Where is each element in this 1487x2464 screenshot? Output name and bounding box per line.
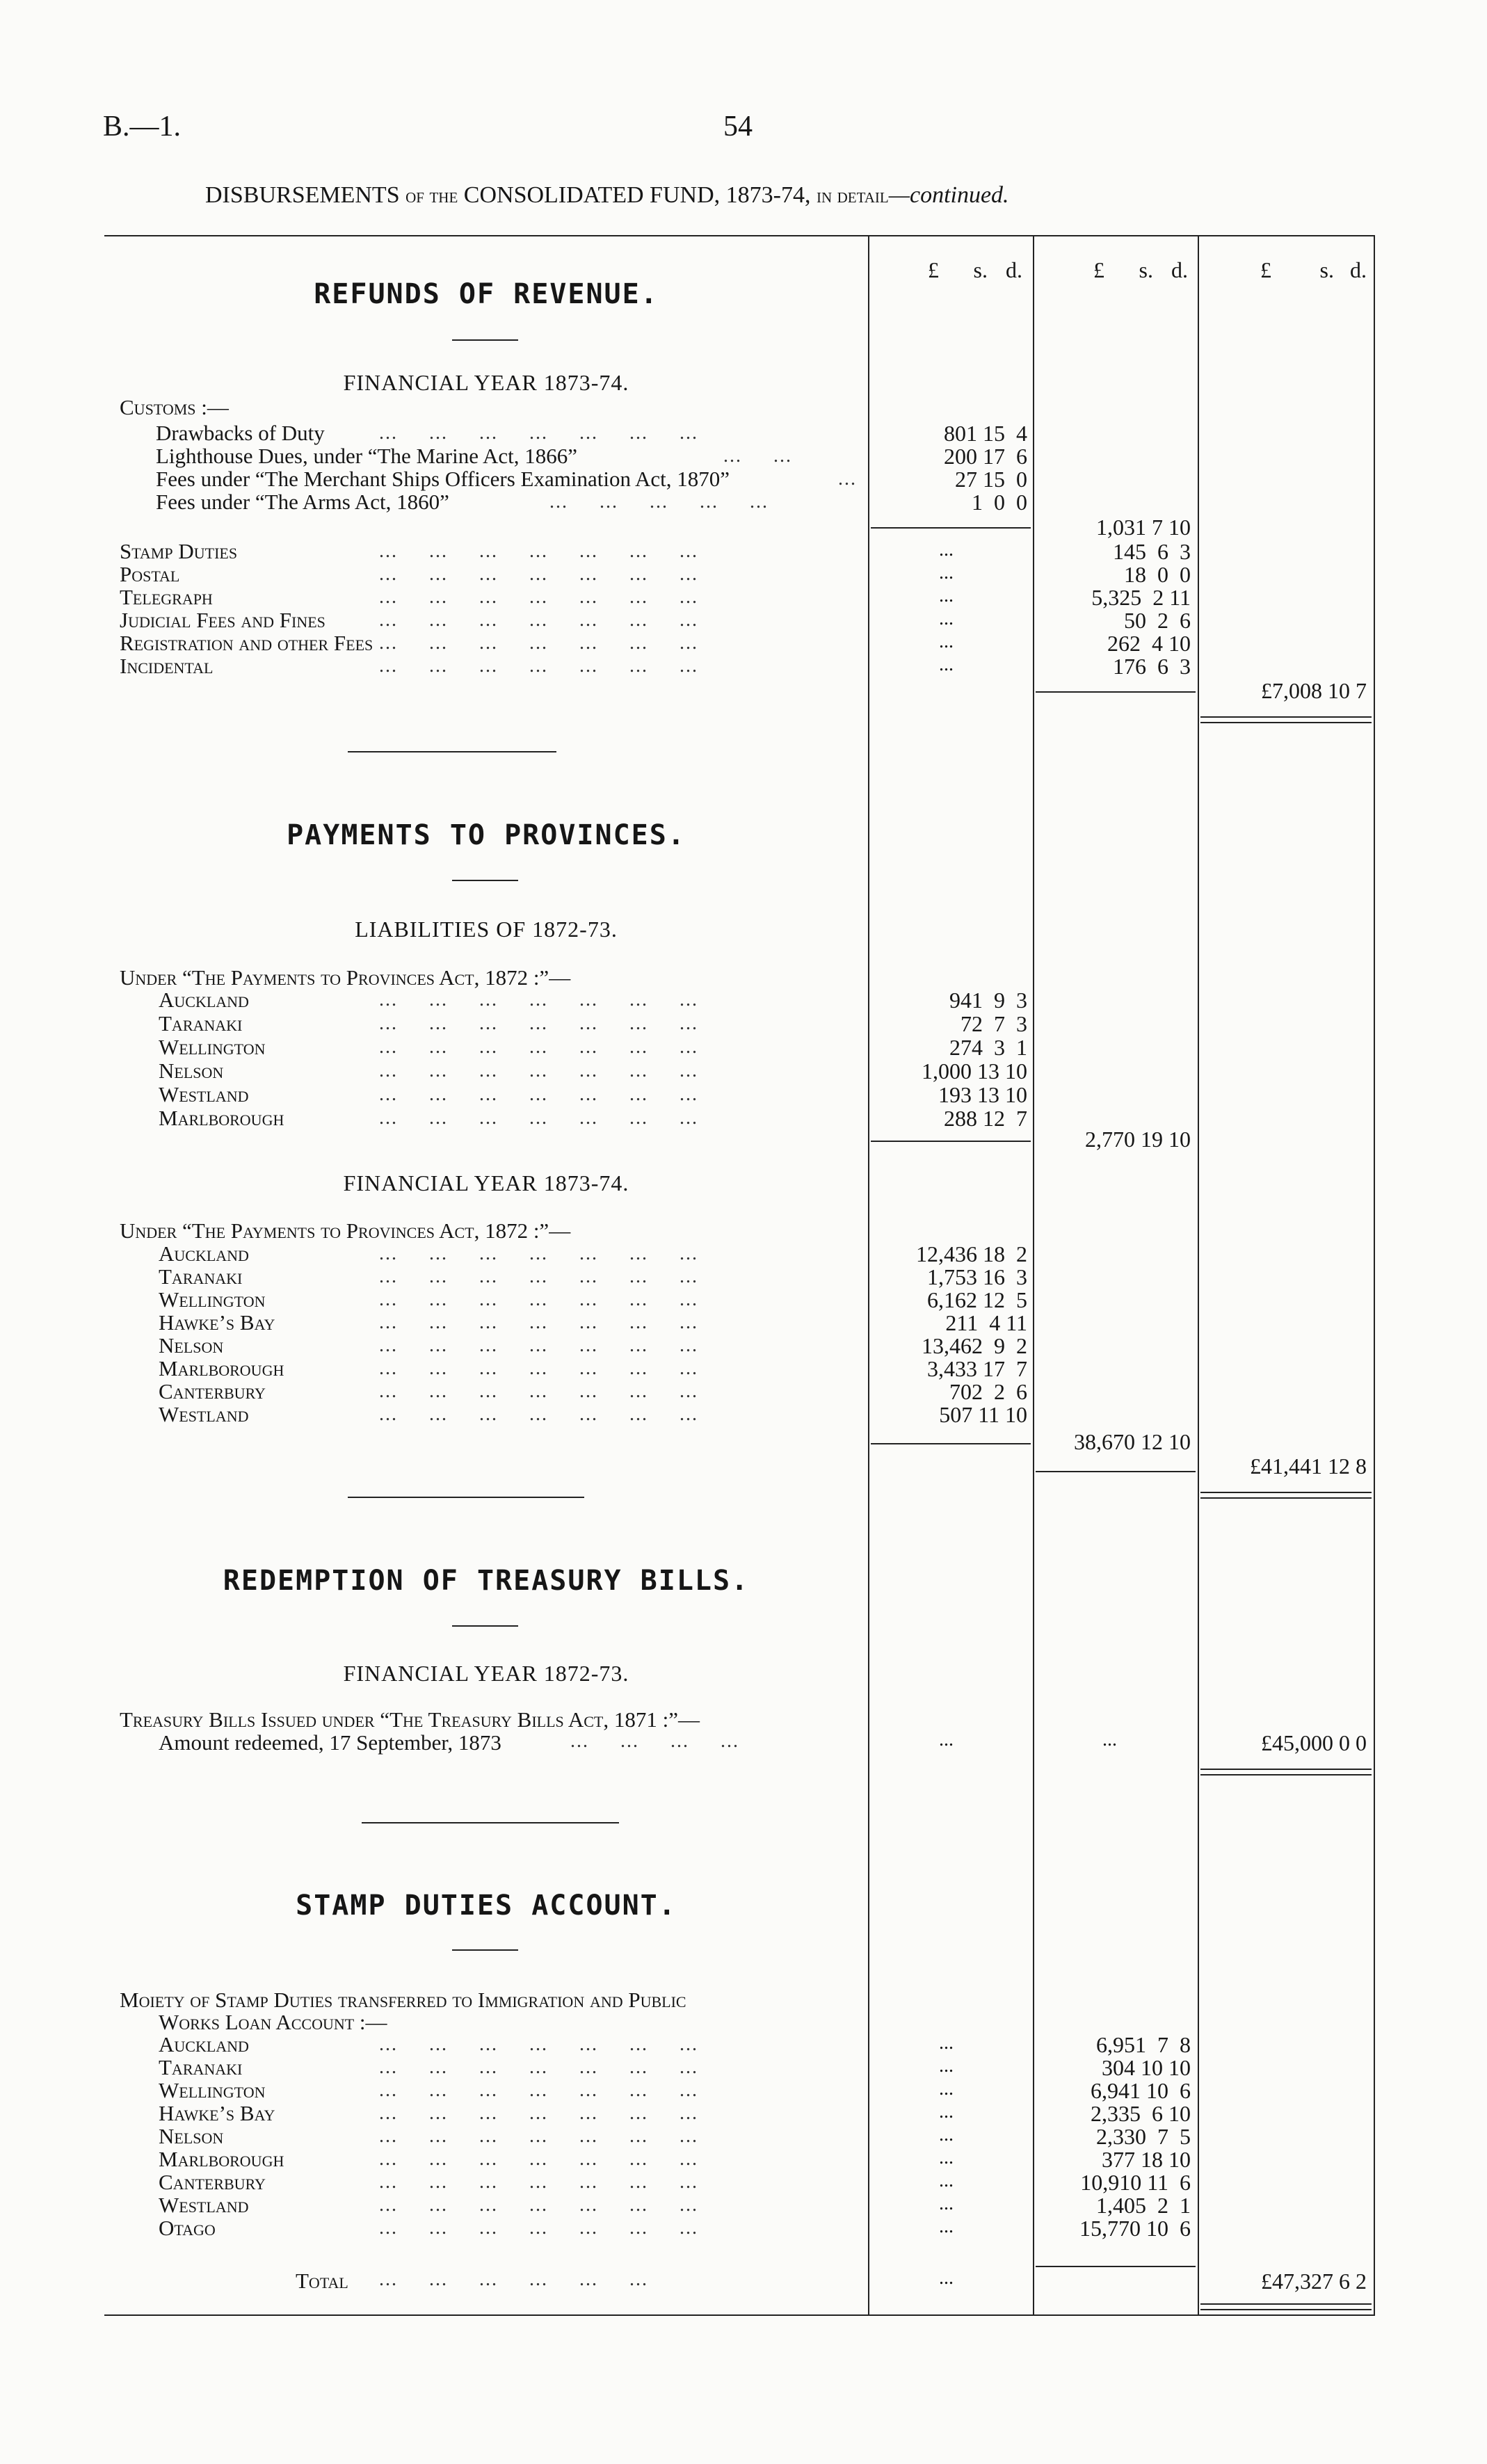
col2-pence: d.: [1171, 257, 1188, 282]
provinces-under2: Under “The Payments to Provinces Act, 1872 :”—: [120, 1218, 571, 1243]
treasury-subheading: FINANCIAL YEAR 1872-73.: [343, 1661, 629, 1686]
treasury-col2-dots: ...: [1102, 1729, 1117, 1750]
refund-item-col1-dots: ...: [939, 631, 954, 652]
stamp-item-leader-dots: ... ... ... ... ... ... ...: [379, 2034, 698, 2055]
treasury-double-rule: [1200, 1769, 1372, 1775]
province-1873-leader-dots: ... ... ... ... ... ... ...: [379, 1266, 698, 1287]
col1-shilling: s.: [973, 257, 988, 282]
province-1873-label: Hawke’s Bay: [159, 1310, 275, 1335]
provinces1-subtotal-rule: [871, 1141, 1031, 1142]
stamp-item-value: 15,770 10 6: [1079, 2216, 1191, 2241]
stamp-item-value: 377 18 10: [1102, 2147, 1191, 2172]
customs-item-value: 27 15 0: [955, 467, 1027, 492]
province-1873-label: Westland: [159, 1402, 249, 1426]
section-separator-3: [362, 1822, 619, 1823]
province-1873-leader-dots: ... ... ... ... ... ... ...: [379, 1380, 698, 1402]
province-1873-value: 702 2 6: [949, 1379, 1027, 1404]
province-1873-value: 507 11 10: [939, 1402, 1027, 1427]
province-1872-value: 72 7 3: [960, 1011, 1027, 1036]
customs-item-value: 801 15 4: [944, 421, 1027, 446]
provinces-col2-rule: [1036, 1471, 1196, 1472]
col1-pound: £: [928, 257, 939, 282]
province-1873-value: 6,162 12 5: [927, 1287, 1027, 1312]
province-1873-label: Wellington: [159, 1287, 266, 1312]
refund-item-col1-dots: ...: [939, 608, 954, 629]
stamp-total-dots: ... ... ... ... ... ...: [379, 2269, 648, 2290]
table-top-rule: [104, 235, 1374, 236]
title-main: DISBURSEMENTS: [205, 182, 400, 208]
customs-item-leader-dots: ... ...: [723, 445, 792, 467]
title-continued: —continued.: [888, 182, 1009, 208]
refund-item-value: 5,325 2 11: [1091, 585, 1191, 610]
province-1873-value: 3,433 17 7: [927, 1356, 1027, 1381]
col3-pence: d.: [1350, 257, 1367, 282]
stamp-item-col1-dots: ...: [939, 2147, 954, 2168]
provinces-sub2: FINANCIAL YEAR 1873-74.: [343, 1170, 629, 1195]
province-1873-label: Nelson: [159, 1333, 224, 1358]
province-1873-label: Auckland: [159, 1241, 249, 1266]
province-1873-label: Marlborough: [159, 1356, 284, 1380]
province-1873-label: Canterbury: [159, 1379, 266, 1403]
refund-item-label: Telegraph: [120, 585, 213, 609]
customs-item-value: 1 0 0: [972, 490, 1027, 515]
province-1872-leader-dots: ... ... ... ... ... ... ...: [379, 1036, 698, 1058]
page-number: 54: [723, 111, 753, 143]
refund-item-col1-dots: ...: [939, 539, 954, 561]
stamp-item-col1-dots: ...: [939, 2216, 954, 2237]
stamp-item-value: 1,405 2 1: [1096, 2193, 1191, 2218]
column-divider-right: [1374, 235, 1375, 2316]
refund-item-value: 18 0 0: [1124, 562, 1191, 587]
title-in-detail: in detail: [816, 184, 889, 207]
stamp-item-col1-dots: ...: [939, 2124, 954, 2145]
col3-shilling: s.: [1319, 257, 1334, 282]
customs-item-label: Fees under “The Merchant Ships Officers Examination Act, 1870”: [156, 467, 730, 491]
treasury-heading: REDEMPTION OF TREASURY BILLS.: [223, 1565, 750, 1597]
stamp-item-value: 6,951 7 8: [1096, 2032, 1191, 2057]
refunds-heading: REFUNDS OF REVENUE.: [314, 278, 659, 310]
stamp-heading-rule: [452, 1949, 518, 1951]
stamp-item-value: 6,941 10 6: [1091, 2078, 1191, 2103]
refund-item-col1-dots: ...: [939, 654, 954, 675]
province-1872-leader-dots: ... ... ... ... ... ... ...: [379, 989, 698, 1010]
province-1873-leader-dots: ... ... ... ... ... ... ...: [379, 1312, 698, 1333]
stamp-item-value: 2,330 7 5: [1096, 2124, 1191, 2149]
customs-item-leader-dots: ... ... ... ... ...: [549, 491, 769, 513]
provinces-heading: PAYMENTS TO PROVINCES.: [287, 819, 686, 851]
section-separator-2: [348, 1497, 584, 1498]
customs-total: 1,031 7 10: [1096, 515, 1191, 540]
stamp-grand-total: £47,327 6 2: [1261, 2269, 1367, 2294]
stamp-item-label: Marlborough: [159, 2147, 284, 2171]
province-1872-value: 1,000 13 10: [922, 1058, 1027, 1084]
stamp-item-value: 2,335 6 10: [1091, 2101, 1191, 2126]
stamp-item-col1-dots: ...: [939, 2078, 954, 2100]
province-1872-leader-dots: ... ... ... ... ... ... ...: [379, 1084, 698, 1105]
refund-item-leader-dots: ... ... ... ... ... ... ...: [379, 540, 698, 562]
title-of-the: of the: [405, 184, 458, 207]
provinces-total2: 38,670 12 10: [1074, 1429, 1191, 1454]
refund-item-value: 50 2 6: [1124, 608, 1191, 633]
province-1872-value: 274 3 1: [949, 1035, 1027, 1060]
customs-item-label: Fees under “The Arms Act, 1860”: [156, 490, 449, 514]
col2-pound: £: [1093, 257, 1104, 282]
stamp-item-leader-dots: ... ... ... ... ... ... ...: [379, 2194, 698, 2216]
province-1873-value: 1,753 16 3: [927, 1264, 1027, 1289]
col1-pence: d.: [1006, 257, 1022, 282]
stamp-line1: Moiety of Stamp Duties transferred to Immigration and Public: [120, 1988, 686, 2012]
treasury-grand-total: £45,000 0 0: [1261, 1730, 1367, 1755]
province-1872-value: 288 12 7: [944, 1106, 1027, 1131]
stamp-item-label: Auckland: [159, 2032, 249, 2056]
refund-item-leader-dots: ... ... ... ... ... ... ...: [379, 586, 698, 608]
province-1873-label: Taranaki: [159, 1264, 243, 1289]
stamp-item-leader-dots: ... ... ... ... ... ... ...: [379, 2171, 698, 2193]
stamp-item-label: Wellington: [159, 2078, 266, 2102]
treasury-line2: Amount redeemed, 17 September, 1873: [159, 1730, 501, 1755]
stamp-item-leader-dots: ... ... ... ... ... ... ...: [379, 2056, 698, 2078]
customs-item-leader-dots: ...: [838, 468, 857, 490]
refund-item-value: 145 6 3: [1113, 539, 1191, 564]
refund-item-col1-dots: ...: [939, 562, 954, 583]
treasury-heading-rule: [452, 1625, 518, 1627]
province-1872-leader-dots: ... ... ... ... ... ... ...: [379, 1060, 698, 1081]
customs-item-leader-dots: ... ... ... ... ... ... ...: [379, 422, 698, 444]
stamp-heading: STAMP DUTIES ACCOUNT.: [296, 1890, 677, 1922]
refund-item-label: Incidental: [120, 654, 214, 678]
stamp-item-label: Westland: [159, 2193, 249, 2217]
stamp-item-label: Canterbury: [159, 2170, 266, 2194]
refunds-heading-rule: [452, 339, 518, 341]
province-1872-leader-dots: ... ... ... ... ... ... ...: [379, 1107, 698, 1129]
stamp-total-col1-dots: ...: [939, 2267, 954, 2289]
province-1872-label: Taranaki: [159, 1011, 243, 1036]
stamp-total-label: Total: [296, 2269, 348, 2293]
refund-item-label: Stamp Duties: [120, 539, 238, 563]
provinces-double-rule: [1200, 1492, 1372, 1499]
province-1872-leader-dots: ... ... ... ... ... ... ...: [379, 1013, 698, 1034]
refund-item-leader-dots: ... ... ... ... ... ... ...: [379, 609, 698, 631]
refund-item-col1-dots: ...: [939, 585, 954, 606]
title-fund: CONSOLIDATED FUND, 1873-74,: [463, 182, 811, 208]
refund-item-label: Registration and other Fees: [120, 631, 373, 655]
stamp-item-label: Hawke’s Bay: [159, 2101, 275, 2125]
section-separator-1: [348, 751, 556, 752]
province-1872-value: 941 9 3: [949, 988, 1027, 1013]
stamp-col2-rule: [1036, 2266, 1196, 2267]
customs-item-value: 200 17 6: [944, 444, 1027, 469]
column-divider-1: [868, 235, 869, 2316]
province-1872-value: 193 13 10: [938, 1082, 1027, 1107]
refund-item-leader-dots: ... ... ... ... ... ... ...: [379, 655, 698, 677]
customs-item-label: Drawbacks of Duty: [156, 421, 325, 445]
province-1873-leader-dots: ... ... ... ... ... ... ...: [379, 1335, 698, 1356]
col2-shilling: s.: [1139, 257, 1153, 282]
refund-item-label: Judicial Fees and Fines: [120, 608, 325, 632]
province-1872-label: Nelson: [159, 1058, 224, 1083]
provinces2-subtotal-rule: [871, 1443, 1031, 1444]
province-1872-label: Wellington: [159, 1035, 266, 1059]
stamp-item-leader-dots: ... ... ... ... ... ... ...: [379, 2148, 698, 2170]
stamp-item-value: 10,910 11 6: [1080, 2170, 1191, 2195]
refunds-grand-total: £7,008 10 7: [1261, 678, 1367, 703]
stamp-double-rule: [1200, 2303, 1372, 2310]
province-1873-leader-dots: ... ... ... ... ... ... ...: [379, 1403, 698, 1425]
treasury-leader-dots: ... ... ... ...: [570, 1730, 739, 1752]
province-1873-value: 211 4 11: [945, 1310, 1027, 1335]
page-ref: B.—1.: [103, 111, 182, 143]
provinces-heading-rule: [452, 880, 518, 881]
refund-item-value: 176 6 3: [1113, 654, 1191, 679]
refunds-subheading: FINANCIAL YEAR 1873-74.: [343, 370, 629, 395]
province-1873-leader-dots: ... ... ... ... ... ... ...: [379, 1289, 698, 1310]
stamp-item-col1-dots: ...: [939, 2101, 954, 2123]
column-divider-2: [1033, 235, 1034, 2316]
treasury-line1: Treasury Bills Issued under “The Treasury Bills Act, 1871 :”—: [120, 1707, 700, 1732]
province-1873-value: 12,436 18 2: [916, 1241, 1027, 1266]
stamp-item-leader-dots: ... ... ... ... ... ... ...: [379, 2125, 698, 2147]
stamp-item-label: Otago: [159, 2216, 216, 2240]
refund-item-leader-dots: ... ... ... ... ... ... ...: [379, 563, 698, 585]
stamp-item-label: Taranaki: [159, 2055, 243, 2079]
provinces-total1: 2,770 19 10: [1085, 1127, 1191, 1152]
province-1872-label: Westland: [159, 1082, 249, 1106]
refunds-double-rule: [1200, 716, 1372, 723]
stamp-item-leader-dots: ... ... ... ... ... ... ...: [379, 2079, 698, 2101]
stamp-item-value: 304 10 10: [1102, 2055, 1191, 2080]
refunds-col2-rule: [1036, 691, 1196, 693]
refund-item-label: Postal: [120, 562, 180, 586]
customs-item-label: Lighthouse Dues, under “The Marine Act, 1866”: [156, 444, 578, 468]
provinces-under1: Under “The Payments to Provinces Act, 1872 :”—: [120, 965, 571, 990]
provinces-sub1: LIABILITIES OF 1872-73.: [355, 917, 618, 942]
province-1872-label: Auckland: [159, 988, 249, 1012]
stamp-item-col1-dots: ...: [939, 2032, 954, 2054]
provinces-grand-total: £41,441 12 8: [1250, 1454, 1367, 1479]
stamp-line2: Works Loan Account :—: [159, 2010, 387, 2034]
province-1873-value: 13,462 9 2: [922, 1333, 1027, 1358]
refund-item-leader-dots: ... ... ... ... ... ... ...: [379, 632, 698, 654]
province-1873-leader-dots: ... ... ... ... ... ... ...: [379, 1358, 698, 1379]
stamp-item-col1-dots: ...: [939, 2055, 954, 2077]
stamp-item-label: Nelson: [159, 2124, 224, 2148]
table-bottom-rule: [104, 2314, 1374, 2316]
stamp-item-leader-dots: ... ... ... ... ... ... ...: [379, 2217, 698, 2239]
province-1873-leader-dots: ... ... ... ... ... ... ...: [379, 1243, 698, 1264]
province-1872-label: Marlborough: [159, 1106, 284, 1130]
treasury-col1-dots: ...: [939, 1729, 954, 1750]
col3-pound: £: [1260, 257, 1271, 282]
stamp-item-col1-dots: ...: [939, 2170, 954, 2191]
stamp-item-leader-dots: ... ... ... ... ... ... ...: [379, 2102, 698, 2124]
stamp-item-col1-dots: ...: [939, 2193, 954, 2214]
customs-subtotal-rule: [871, 527, 1031, 529]
column-divider-3: [1198, 235, 1199, 2316]
refund-item-value: 262 4 10: [1107, 631, 1191, 656]
page-title: [205, 182, 1009, 209]
customs-label: Customs :—: [120, 395, 229, 419]
